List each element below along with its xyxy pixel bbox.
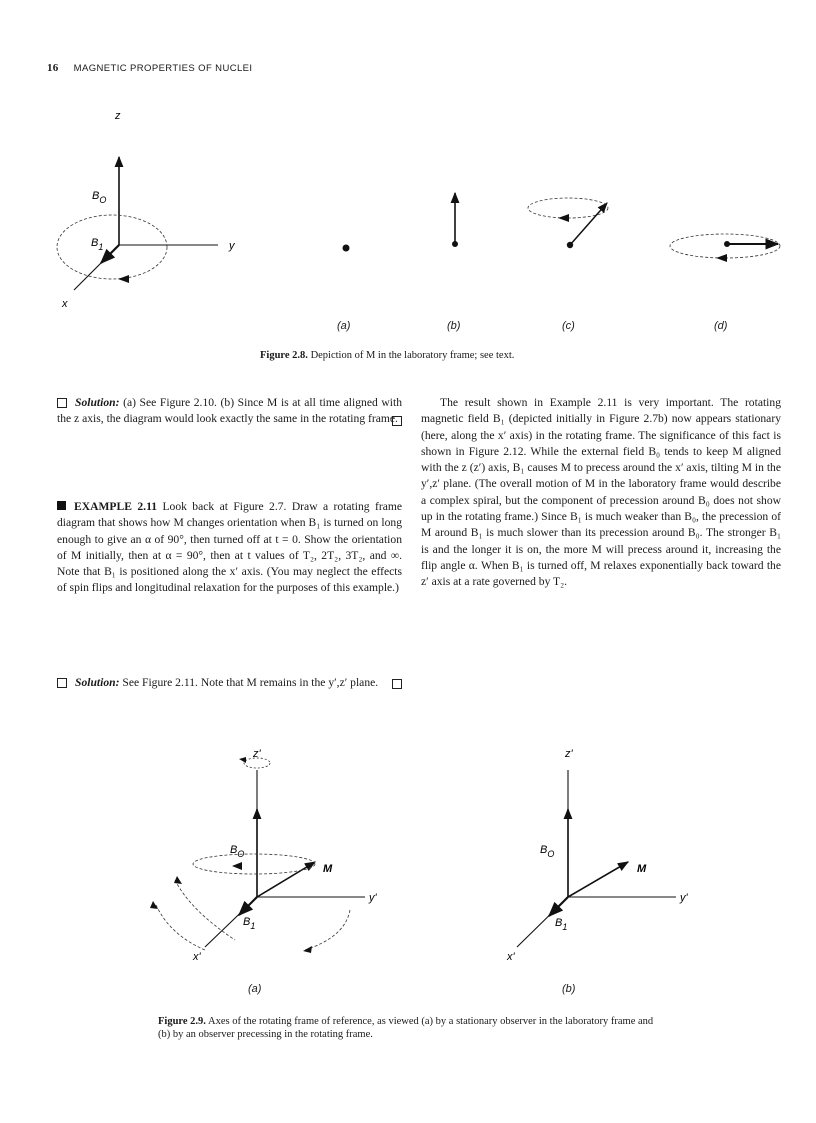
fig29-panel-a [150,757,365,953]
b1-vector [239,897,257,915]
running-title: MAGNETIC PROPERTIES OF NUCLEI [73,63,253,74]
example-marker-icon [57,501,66,510]
fig28-panel-c-label: (c) [562,320,575,332]
m-label-b: M [637,863,647,875]
b1-vector [101,245,119,263]
x-axis-label: x [62,298,68,310]
fig29-panel-b-label: (b) [562,983,576,995]
figure-2-9-caption: Figure 2.9. Axes of the rotating frame of reference, as viewed (a) by a stationary observer in the laboratory frame and (b) by an observer precessing in the rotating frame. [158,1016,654,1040]
right-column-paragraph: The result shown in Example 2.11 is very important. The rotating magnetic field B₁ (depicted initially in Figure 2.7b) now appears stationary (here, along the x′ axis) in the rotating frame. The significance of this fact is shown in Figure 2.12. While the external field B₀ tends to keep M aligned with the z (z′) axis, B₁ causes M to precess around the x′ axis, tilting M in the y′,z′ plane. (The overall motion of M in the laboratory frame would describe a complex spiral, but the component of precession around B₀ does not show up in the rotating frame.) Since B₁ is much weaker than B₀, the precession of M around B₁ is much slower than its precession around B₀. The stronger B₁ is and the longer it is on, the more M will precess around it, increasing the flip angle α. When B₁ is turned off, M relaxes exponentially back toward the z′ axis at a rate governed by T₂. [421,396,781,589]
m-vector [568,862,628,897]
solution-1: Solution: (a) See Figure 2.10. (b) Since M is at all time aligned with the z axis, the diagram would look exactly the same in the rotating frame. [57,396,402,426]
b1-vector [549,897,568,916]
example-2-11-text: Look back at Figure 2.7. Draw a rotating frame diagram that shows how M changes orientation when B₁ is turned on long enough to give an α of 90°, then turned off at t = 0. Show the orientation of M initially, then at α = 90°, then at t values of T₂, 2T₂, 3T₂, and ∞. Note that B₁ is positioned along the x′ axis. (You may neglect the effects of spin flips and longitudinal relaxation for the purposes of this example.) [57,500,402,595]
b1-label-b: $B_1$ [555,917,568,932]
b0-label: $B_O$ [92,190,107,205]
b1-label-a: $B_1$ [243,916,256,931]
page-number: 16 [47,62,59,74]
fig28-panel-a-label: (a) [337,320,351,332]
x-prime-label-a: x' [193,951,201,963]
fig29-panel-b [517,770,676,947]
m-vector [257,862,315,897]
solution-marker-icon [57,398,67,408]
b1-label: $B_1$ [91,237,104,252]
z-prime-label-b: z' [565,748,573,760]
y-prime-label-a: y' [369,892,377,904]
solution-1-text: (a) See Figure 2.10. (b) Since M is at all time aligned with the z axis, the diagram would look exactly the same in the rotating frame. [57,396,402,426]
figure-2-8-caption: Figure 2.8. Depiction of M in the laboratory frame; see text. [260,350,515,361]
solution-2-text: See Figure 2.11. Note that M remains in the y′,z′ plane. [122,676,379,689]
fig28-panel-d-label: (d) [714,320,728,332]
running-header [47,62,252,74]
lab-frame-axes [57,157,218,290]
figure-2-9 [0,745,816,995]
panel-c-arrow [570,203,607,245]
m-label-a: M [323,863,333,875]
z-prime-label-a: z' [253,748,261,760]
precession-orbit [57,215,167,279]
orbit-arrowhead [118,275,129,283]
example-2-11: EXAMPLE 2.11 Look back at Figure 2.7. Draw a rotating frame diagram that shows how M changes orientation when B₁ is turned on long enough to give an α of 90°, then turned off at t = 0. Show the orientation of M initially, then at α = 90°, then at t values of T₂, 2T₂, 3T₂, and ∞. Note that B₁ is positioned along the x′ axis. (You may neglect the effects of spin flips and longitudinal relaxation for the purposes of this example.) [57,500,402,595]
end-of-solution-icon [392,679,402,689]
b0-label-b: $B_O$ [540,844,555,859]
fig28-panel-b-label: (b) [447,320,461,332]
figure-2-8 [0,95,816,340]
z-axis-label: z [115,110,121,122]
x-prime-label-b: x' [507,951,515,963]
y-axis-label: y [229,240,235,252]
fig29-panel-a-label: (a) [248,983,262,995]
solution-marker-icon [57,678,67,688]
end-of-solution-icon [392,416,402,426]
y-prime-label-b: y' [680,892,688,904]
panel-a-dot [343,245,350,252]
b0-label-a: $B_O$ [230,844,245,859]
solution-2: Solution: See Figure 2.11. Note that M remains in the y′,z′ plane. [57,675,402,691]
precession-orbit [193,854,315,874]
